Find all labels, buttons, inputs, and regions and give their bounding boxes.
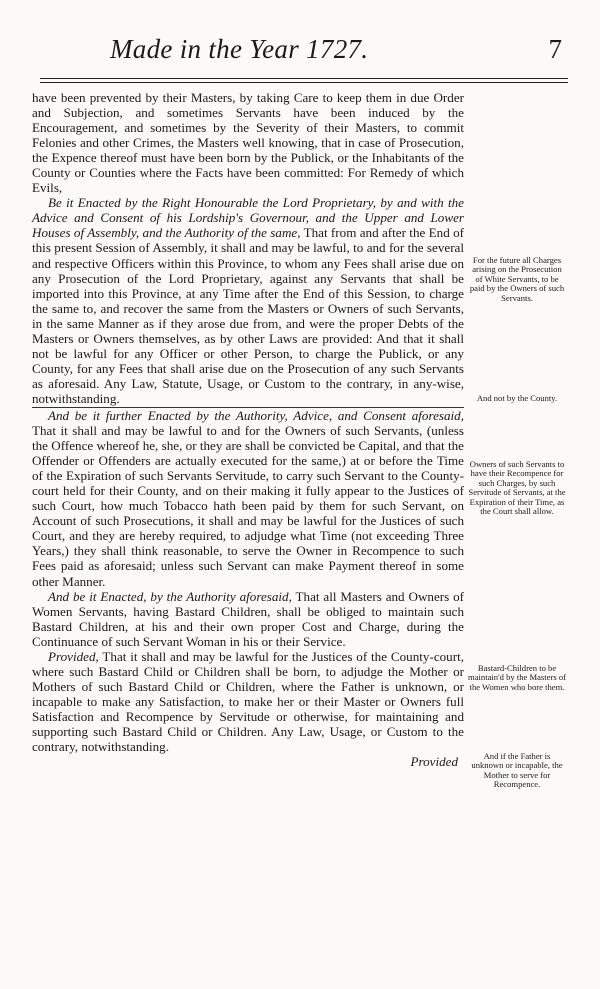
header-rule xyxy=(40,78,568,79)
running-head: Made in the Year 1727. xyxy=(110,34,369,64)
paragraph-3-text: That it shall and may be lawful to and for the Owners of such Servants, (unless the Offence whereof he, she, or they are shall be convicted be Capital, and that the Offender or Offenders are actually executed for the same,) at or before the Time of the Expiration of such Servants Servitude, to carry such Servant to the County-court held for their County, and on their making it fully appear to the Justices of such Court, how much Tobacco hath been paid by them for such Servant, on Account of such Prosecutions, it shall and may be lawful for the Justices of such Court, and they are hereby required, to adjudge what Time (not exceeding Three Years,) they shall think reasonable, to serve the Owner in Recompence to such Fees paid as aforesaid; unless such Servant can make Payment thereof in some other Manner. xyxy=(32,423,464,589)
paragraph-2 xyxy=(32,195,464,406)
paragraph-5-text: That it shall and may be lawful for the Justices of the County-court, where such Bastard Child or Children shall be born, to adjudge the Mother or Mothers of such Bastard Child or Children, where the Father is unknown, or incapable to make any Satisfaction, to make her or their Master or Owners full Satisfaction and Recompence by Servitude or otherwise, for maintaining and supporting such Bastard Child or Children. Any Law, Usage, or Custom to the contrary, notwithstanding. xyxy=(32,648,464,755)
paragraph-5 xyxy=(32,649,464,754)
paragraph-5-lead: Provided, xyxy=(48,648,99,664)
catchword: Provided xyxy=(410,754,458,770)
paragraph-1: have been prevented by their Masters, by taking Care to keep them in due Order and Subjection, and sometimes Servants have been induced by the Encouragement, and sometimes by the Severity of their Masters, to commit Felonies and other Crimes, the Masters well knowing, that in case of Prosecution, the Expence thereof must have been born by the Publick, or the Inhabitants of the County or Counties where the Facts have been committed: For Remedy of which Evils, xyxy=(32,90,464,196)
paragraph-2-text: That from and after the End of this present Session of Assembly, it shall and may be lawful, to and for the several and respective Officers within this Province, to whom any Fees shall arise due on any Prosecution of the Lord Proprietary, against any Servants that shall be imported into this Province, at any Time after the End of this Session, to charge the same to, and recover the same from the Masters or Owners of such Servants, in the same Manner as if they arose due from, and were the proper Debts of the Masters or Owners themselves, as by other Laws are provided: And that it shall not be lawful for any Officer or other Person, to charge the Publick, or any County, for any Fees that shall arise due on the Prosecution of any such Servants as aforesaid. Any Law, Statute, Usage, or Custom to the contrary, in any-wise, notwithstanding. xyxy=(32,225,464,406)
margin-note-4: Bastard-Children to be maintain'd by the Masters of the Women who bore them. xyxy=(468,663,566,692)
margin-note-5: And if the Father is unknown or incapable, the Mother to serve for Recompence. xyxy=(471,751,563,790)
margin-note-1: For the future all Charges arising on the Prosecution of White Servants, to be paid by the Owners of such Servants. xyxy=(469,255,565,303)
paragraph-4 xyxy=(32,589,464,649)
page-number: 7 xyxy=(548,34,562,64)
header-rule-secondary xyxy=(40,82,568,83)
paragraph-2-lead: Be it Enacted by the Right Honourable the Lord Proprietary, by and with the Advice and Consent of his Lordship's Governour, and the Upper and Lower Houses of Assembly, and the Authority of the same, xyxy=(32,195,464,241)
paragraph-4-text: That all Masters and Owners of Women Servants, having Bastard Children, shall be obliged to maintain such Bastard Children, at his and their own proper Cost and Charge, during the Continuance of such Servant Woman in his or their Service. xyxy=(32,588,464,649)
margin-note-3: Owners of such Servants to have their Recompence for such Charges, by such Servitude of Servants, at the Expiration of their Time, as the Court shall allow. xyxy=(468,459,566,517)
body-text xyxy=(32,90,464,769)
margin-note-2: And not by the County. xyxy=(476,393,558,403)
paragraph-3-lead: And be it further Enacted by the Authority, Advice, and Consent aforesaid, xyxy=(48,407,464,423)
paragraph-3 xyxy=(32,408,464,589)
page-header xyxy=(40,30,568,74)
paragraph-4-lead: And be it Enacted, by the Authority aforesaid, xyxy=(48,588,292,604)
